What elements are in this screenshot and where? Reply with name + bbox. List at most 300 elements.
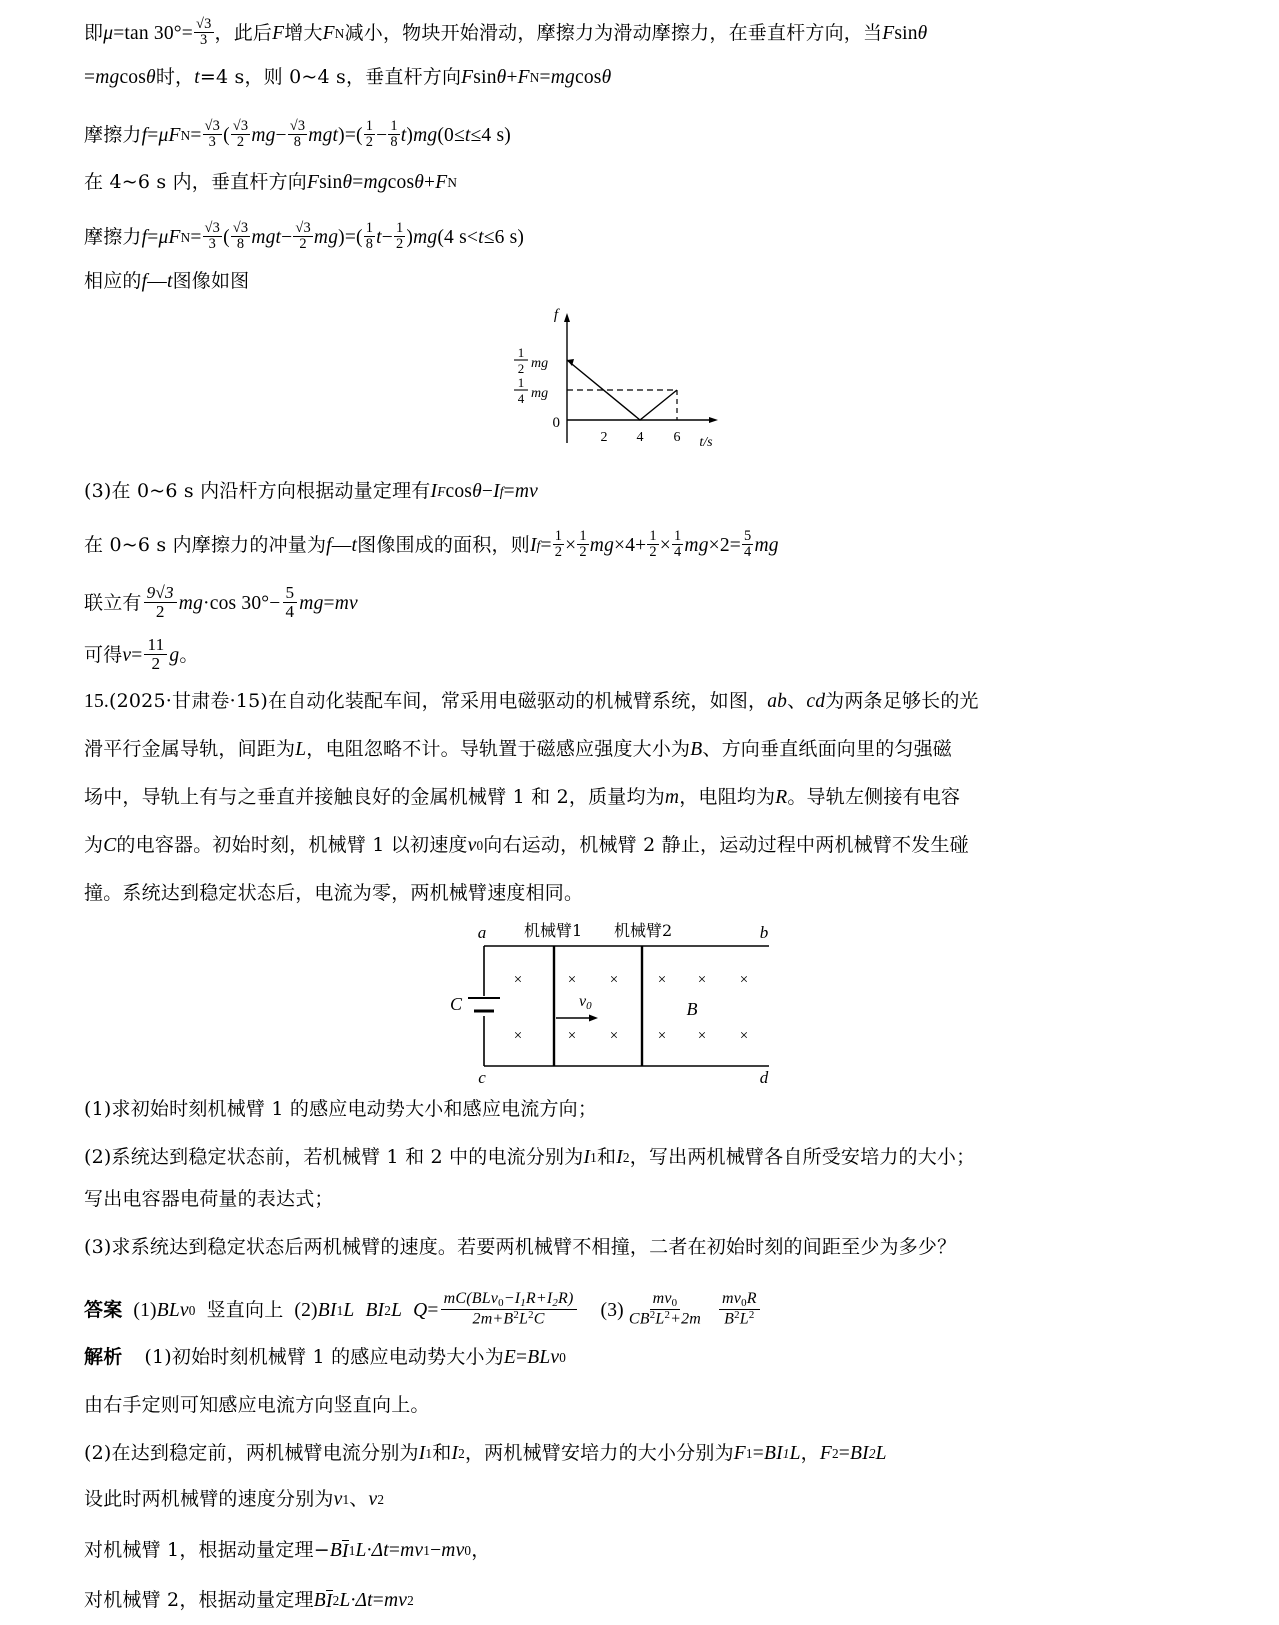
line3-fraction-1	[203, 119, 223, 150]
q-den-pre: 2m+B	[472, 1310, 514, 1328]
line9-mg: mg	[178, 592, 204, 614]
line1-c: 增大	[284, 21, 323, 44]
line3-range: (0≤	[437, 124, 465, 146]
d-num: mv	[722, 1290, 742, 1308]
q-den-mid: L	[519, 1310, 529, 1328]
problem15-stem-2b: ，电阻忽略不计。导轨置于磁感应强度大小为	[306, 738, 691, 761]
label-arm1: 机械臂1	[524, 921, 583, 940]
q-num-mid2: R+I	[525, 1290, 553, 1308]
line10-eq: =	[131, 644, 143, 666]
line3-t: t	[400, 124, 407, 146]
line2-theta: θ	[146, 67, 156, 88]
line2-e: =4 s，则 0~4 s，垂直杆方向	[199, 66, 462, 89]
line5-close2: )	[406, 226, 414, 248]
line5-minus2: −	[381, 226, 393, 248]
question-2c: ，写出两机械臂各自所受安培力的大小；	[629, 1146, 976, 1169]
question-1-text: (1)求初始时刻机械臂 1 的感应电动势大小和感应电流方向；	[84, 1098, 598, 1120]
problem15-stem-5: 撞。系统达到稳定状态后，电流为零，两机械臂速度相同。	[84, 882, 584, 904]
analysis-3-I1: I	[418, 1443, 426, 1464]
line6-b: 图像如图	[172, 270, 250, 293]
line8-times-2: ×4+	[614, 534, 647, 556]
analysis-BLv0-sub: 0	[559, 1350, 567, 1366]
line8-mg-1: mg	[589, 534, 615, 556]
problem15-stem-4a: 为	[84, 834, 104, 857]
line1-mid: ，此后	[214, 21, 273, 44]
analysis-3-F1: F	[733, 1443, 746, 1464]
field-cross: ×	[657, 972, 667, 988]
problem15-stem-1: 在自动化装配车间，常采用电磁驱动的机械臂系统，如图，	[268, 690, 768, 713]
analysis-3-F2-expr-sub: 2	[868, 1446, 876, 1462]
fraction-numerator: 11	[144, 636, 167, 655]
line3-mg2: mg	[413, 124, 438, 146]
analysis-5-L: L	[355, 1540, 367, 1561]
line2-t: t	[194, 67, 200, 88]
d-num-sub: 0	[741, 1297, 747, 1310]
x-tick-2: 2	[600, 430, 608, 445]
line4-plus: +	[424, 172, 436, 193]
analysis-3-comma: ，	[800, 1442, 820, 1465]
analysis-5-mv1: mv	[400, 1540, 424, 1561]
problem15-stem-2c: 、方向垂直纸面向里的匀强磁	[702, 738, 952, 761]
analysis-5-I-avg: I	[341, 1541, 349, 1562]
analysis-3-I2-sub: 2	[458, 1446, 465, 1462]
fraction-numerator	[441, 1291, 577, 1310]
q-den-end: C	[533, 1310, 545, 1328]
line5-range: (4 s<	[437, 226, 479, 248]
fraction-denominator: 3	[208, 133, 217, 150]
line8-b: 图像围成的面积，则	[357, 533, 530, 556]
line5-label: 摩擦力	[84, 225, 142, 248]
line7-theta: θ	[472, 481, 482, 502]
fraction-denominator: 2	[396, 235, 404, 252]
analysis-4-dun: 、	[349, 1488, 369, 1511]
answer-3-v-fraction	[626, 1291, 704, 1329]
d-den-sup: 2	[734, 1309, 740, 1322]
answer-3-number: (3)	[600, 1300, 624, 1322]
fraction-denominator: 2	[579, 543, 587, 560]
fraction-numerator: √3	[295, 219, 311, 236]
analysis-6a: 对机械臂 2，根据动量定理	[84, 1589, 314, 1612]
fraction-numerator: 5	[283, 584, 298, 603]
line4-F: F	[306, 172, 320, 193]
line9-mg2: mg	[299, 592, 324, 614]
question-3-text: (3)求系统达到稳定状态后两机械臂的速度。若要两机械臂不相撞，二者在初始时刻的间距至少为多少？	[84, 1236, 957, 1258]
analysis-line-3	[84, 1444, 887, 1464]
fraction-denominator: 2	[236, 133, 245, 150]
field-cross: ×	[609, 1028, 619, 1044]
line4-cos: cos	[387, 172, 415, 193]
velocity-arrow-head	[589, 1015, 598, 1022]
d-den-sup2: 2	[748, 1309, 755, 1322]
answer-1-number: (1)	[133, 1300, 157, 1322]
analysis-4-v2: v	[368, 1489, 378, 1510]
label-capacitor-C: C	[449, 994, 463, 1014]
analysis-3-I1-sub: 1	[425, 1446, 433, 1462]
label-arm2: 机械臂2	[614, 921, 673, 940]
analysis-6-mv2: mv	[383, 1590, 408, 1611]
line5-mg: mg	[313, 226, 339, 248]
analysis-4-v1: v	[333, 1489, 343, 1510]
line5-FN: F	[168, 226, 181, 248]
line3-mgt: mgt	[308, 124, 339, 146]
line7-If-sub: f	[499, 484, 504, 500]
fraction-numerator	[650, 1291, 681, 1310]
line7-cos: cos	[445, 481, 473, 502]
line9-dot-cos: ·cos 30°−	[203, 592, 281, 614]
line10-fraction	[144, 636, 167, 673]
line8-mg-2: mg	[684, 534, 709, 556]
line7-a: (3)在 0~6 s 内沿杆方向根据动量定理有	[84, 480, 431, 503]
line3-label: 摩擦力	[84, 123, 142, 146]
problem15-question-2	[84, 1148, 975, 1168]
line9-fraction-2	[283, 584, 298, 621]
fraction-numerator: √3	[204, 219, 221, 236]
problem15-v0-sub: 0	[476, 838, 484, 854]
fraction-denominator: 2	[649, 543, 657, 560]
analysis-6-L: L	[339, 1590, 351, 1611]
question-2-I1: I	[583, 1147, 591, 1168]
line2-theta3: θ	[601, 67, 612, 88]
line8-mg-3: mg	[754, 534, 779, 556]
line7-mv: mv	[514, 481, 538, 502]
line2-d: 时，	[155, 66, 195, 89]
problem15-number: 15.	[84, 691, 109, 712]
line2-FN: F	[517, 67, 530, 88]
question-2-I2: I	[616, 1147, 623, 1168]
line2-cos2: cos	[574, 67, 602, 88]
line5-mu: μ	[158, 226, 169, 248]
y-axis-arrow	[564, 313, 570, 322]
analysis-3-F1-sub: 1	[745, 1446, 753, 1462]
line8-times-3: ×	[659, 534, 671, 556]
d-den-pre: B	[724, 1310, 735, 1328]
line5-FN-sub: N	[180, 229, 191, 245]
analysis-3a: (2)在达到稳定前，两机械臂电流分别为	[84, 1442, 419, 1465]
field-cross: ×	[513, 972, 523, 988]
line1-prefix: 即	[84, 21, 104, 44]
problem15-stem-1-tail: 为两条足够长的光	[825, 690, 979, 713]
line9-mv: mv	[334, 592, 358, 614]
fraction-denominator: 3	[208, 235, 217, 252]
line10-end: 。	[179, 644, 199, 666]
line4-FN: F	[435, 172, 448, 193]
analysis-3-F1-expr: BI	[763, 1443, 783, 1464]
fraction-numerator: 1	[674, 527, 682, 544]
answer-2-F2-sub: 2	[384, 1303, 392, 1319]
problem15-m: m	[664, 787, 680, 808]
line3-eq1: =	[147, 124, 159, 146]
fraction-numerator: 1	[365, 117, 374, 134]
y-tick-half-numerator: 1	[517, 345, 525, 360]
fraction-numerator: √3	[289, 117, 306, 134]
fraction-denominator: 4	[744, 543, 752, 560]
analysis-5-mv0: mv	[441, 1540, 465, 1561]
solution-line-2	[84, 68, 611, 88]
line9-eq: =	[323, 592, 335, 614]
field-cross: ×	[697, 972, 707, 988]
v-den-pre: CB	[628, 1310, 650, 1328]
line3-fraction-2	[231, 119, 251, 150]
analysis-line-5	[84, 1540, 490, 1562]
analysis-6-I-avg: I	[325, 1591, 333, 1612]
field-crosses-row-2	[514, 1028, 748, 1044]
line8-times-4: ×2=	[708, 534, 742, 556]
analysis-6-mv2-sub: 2	[407, 1593, 414, 1609]
origin-label: 0	[552, 415, 560, 431]
fraction-numerator: 1	[365, 219, 374, 236]
line8-fraction-4	[672, 529, 683, 560]
line5-mg2: mg	[413, 226, 438, 248]
analysis-5-I-sub: 1	[348, 1543, 356, 1559]
line5-eq2: =	[190, 226, 202, 248]
line6-t: t	[166, 271, 173, 292]
analysis-4-v2-sub: 2	[377, 1492, 385, 1508]
line2-plus: +	[506, 67, 518, 88]
rails-circuit-svg	[424, 918, 844, 1088]
line8-a: 在 0~6 s 内摩擦力的冲量为	[84, 533, 327, 556]
question-2b: 和	[596, 1146, 617, 1169]
answer-3-distance-fraction	[719, 1291, 760, 1329]
analysis-2-text: 由右手定则可知感应电流方向竖直向上。	[84, 1394, 430, 1416]
field-cross: ×	[657, 1028, 667, 1044]
line5-eq1: =	[147, 226, 159, 248]
line8-fraction-5	[742, 529, 753, 560]
line7-IF: I	[430, 481, 438, 502]
line1-F: F	[272, 22, 285, 44]
solution-line-8	[84, 527, 779, 561]
analysis-6-B: B	[313, 1590, 326, 1611]
problem15-v0: v	[467, 835, 477, 856]
d-den-mid: L	[739, 1310, 749, 1328]
question-2a: (2)系统达到稳定状态前，若机械臂 1 和 2 中的电流分别为	[84, 1146, 584, 1169]
problem15-ab: ab	[767, 691, 788, 712]
fraction-numerator: 1	[554, 527, 563, 544]
y-tick-quarter-mg	[514, 375, 548, 406]
analysis-5-dt: ·Δt	[366, 1540, 389, 1561]
question-2-line2-text: 写出电容器电荷量的表达式；	[84, 1188, 334, 1210]
line3-eq3: =(	[344, 124, 363, 146]
problem15-source: (2025·甘肃卷·15)	[108, 690, 269, 713]
problem15-question-2-line2	[84, 1190, 334, 1209]
line9-fraction-1	[144, 584, 177, 621]
analysis-3-F1-expr-sub: 1	[782, 1446, 790, 1462]
label-a: a	[477, 923, 487, 942]
fraction-numerator: 1	[396, 219, 404, 236]
q-num-sub3: 2	[552, 1297, 559, 1310]
line6-a: 相应的	[84, 270, 142, 293]
rails-circuit-figure	[424, 918, 844, 1093]
line8-fraction-2	[577, 529, 588, 560]
solution-line-3	[84, 117, 511, 151]
answer-row	[84, 1292, 762, 1330]
fraction-denominator: 8	[236, 235, 245, 252]
line3-fraction-5	[388, 119, 399, 150]
answer-1-expr: BLv	[156, 1300, 189, 1322]
line5-f: f	[141, 226, 148, 248]
line8-fraction-1	[553, 529, 564, 560]
analysis-line-4	[84, 1490, 384, 1510]
line3-close: )	[338, 124, 345, 146]
line10-g: g	[169, 644, 180, 666]
analysis-3-F2: F	[819, 1443, 832, 1464]
analysis-E: E	[503, 1347, 517, 1368]
line5-fraction-5	[394, 221, 405, 252]
line2-eq: =	[84, 67, 96, 88]
x-axis-label: t/s	[699, 435, 713, 450]
y-tick-half-denominator: 2	[517, 361, 525, 376]
analysis-3b: 和	[432, 1442, 452, 1465]
analysis-4a: 设此时两机械臂的速度分别为	[84, 1488, 334, 1511]
analysis-5-B: B	[329, 1540, 342, 1561]
problem15-dun: 、	[787, 690, 807, 713]
line5-eq3: =(	[344, 226, 363, 248]
fraction-denominator	[626, 1310, 704, 1328]
analysis-3-F1-expr-tail: L	[789, 1443, 801, 1464]
analysis-line-6	[84, 1590, 414, 1612]
field-cross: ×	[739, 1028, 749, 1044]
analysis-6-eq: =	[372, 1590, 384, 1611]
solution-line-6	[84, 272, 249, 292]
field-cross: ×	[609, 972, 619, 988]
fraction-numerator: √3	[196, 15, 212, 32]
fraction-denominator: 2	[151, 653, 161, 673]
question-2-I2-sub: 2	[622, 1150, 630, 1166]
field-cross: ×	[567, 972, 577, 988]
fraction-denominator: 2	[155, 601, 165, 621]
analysis-line-1	[84, 1348, 566, 1368]
line1-eq: =tan 30°=	[113, 22, 193, 44]
analysis-3-F2-expr-tail: L	[875, 1443, 887, 1464]
line8-t: t	[351, 534, 358, 556]
analysis-3-F2-expr: BI	[850, 1443, 869, 1464]
line7-eq: =	[503, 481, 515, 502]
line1-d: 减小，物块开始滑动，摩擦力为滑动摩擦力，在垂直杆方向，当	[344, 21, 883, 44]
problem15-stem-4c: 向右运动，机械臂 2 静止，运动过程中两机械臂不发生碰	[483, 834, 969, 857]
line8-dash: —	[331, 534, 352, 556]
line7-IF-sub: F	[437, 484, 446, 500]
fraction-numerator: 1	[579, 527, 587, 544]
line1-mu: μ	[103, 22, 114, 44]
line3-range2: ≤4 s)	[470, 124, 511, 146]
line3-mu: μ	[158, 124, 169, 146]
answer-1-direction: 竖直向上	[206, 1299, 284, 1322]
line5-mgt: mgt	[251, 226, 282, 248]
v-num: mv	[652, 1290, 672, 1308]
line8-f: f	[326, 534, 332, 556]
analysis-3c: ，两机械臂安培力的大小分别为	[464, 1442, 734, 1465]
x-axis-arrow	[709, 417, 718, 423]
line1-FN: F	[322, 22, 335, 44]
problem15-line-4	[84, 836, 969, 856]
line3-FN: F	[168, 124, 181, 146]
line6-f: f	[141, 271, 148, 292]
line5-minus: −	[281, 226, 293, 248]
fraction-numerator: √3	[204, 117, 221, 134]
label-c: c	[478, 1068, 486, 1087]
line4-FN-sub: N	[447, 175, 458, 191]
solution-line-4	[84, 173, 457, 193]
fraction-numerator: 9√3	[144, 584, 177, 603]
problem15-C: C	[103, 835, 117, 856]
analysis-3-eq1: =	[752, 1443, 764, 1464]
line3-mg: mg	[251, 124, 276, 146]
label-d: d	[759, 1068, 769, 1087]
field-cross: ×	[739, 972, 749, 988]
fraction-denominator: 8	[293, 133, 302, 150]
analysis-6-dt: ·Δt	[350, 1590, 373, 1611]
line4-sin: sin	[319, 172, 343, 193]
q-den-sup: 2	[513, 1309, 520, 1322]
field-cross: ×	[697, 1028, 707, 1044]
line2-theta2: θ	[496, 67, 507, 88]
problem15-question-1	[84, 1100, 597, 1119]
analysis-6-I-sub: 2	[332, 1593, 340, 1609]
solution-line-5	[84, 219, 525, 253]
answer-heading: 答案	[84, 1299, 123, 1322]
fraction-denominator	[470, 1310, 548, 1328]
line3-minus: −	[275, 124, 287, 146]
line5-t2: t	[478, 226, 484, 248]
answer-2-eq: =	[427, 1300, 439, 1322]
label-b: b	[759, 923, 769, 942]
question-2-I1-sub: 1	[590, 1150, 597, 1166]
line3-FN-sub: N	[180, 127, 191, 143]
line5-fraction-3	[293, 221, 313, 252]
line7-If: I	[493, 481, 500, 502]
problem15-L: L	[295, 739, 307, 760]
analysis-3-F2-sub: 2	[831, 1446, 839, 1462]
line5-t: t	[376, 226, 382, 248]
answer-2-F2-tail: L	[391, 1300, 403, 1322]
line2-eq2: =	[539, 67, 551, 88]
q-den-sup2: 2	[528, 1309, 534, 1322]
analysis-1a: (1)初始时刻机械臂 1 的感应电动势大小为	[144, 1346, 504, 1369]
analysis-3-I2: I	[451, 1443, 459, 1464]
y-tick-half-unit: mg	[531, 356, 549, 371]
fraction-numerator: 5	[744, 527, 752, 544]
analysis-eq: =	[516, 1347, 528, 1368]
analysis-BLv0: BLv	[527, 1347, 560, 1368]
problem15-B: B	[690, 739, 703, 760]
solution-line-1	[84, 15, 928, 49]
fraction-numerator: √3	[232, 117, 249, 134]
field-cross: ×	[513, 1028, 523, 1044]
problem15-R: R	[775, 787, 788, 808]
answer-2-Q-fraction	[441, 1291, 577, 1329]
problem15-stem-3b: ，电阻均为	[679, 786, 776, 809]
line2-mg: mg	[95, 67, 120, 88]
line5-open: (	[223, 226, 230, 248]
line2-FN-sub: N	[529, 70, 540, 86]
line5-fraction-2	[231, 221, 251, 252]
fraction-numerator: √3	[232, 219, 249, 236]
analysis-line-2	[84, 1396, 430, 1415]
v-den-sup: 2	[649, 1309, 656, 1322]
line5-range2: ≤6 s)	[483, 226, 525, 248]
v-num-sub: 0	[671, 1297, 678, 1310]
line3-open: (	[223, 124, 230, 146]
fraction-denominator: 2	[554, 543, 563, 560]
answer-2-F2: BI	[365, 1300, 385, 1322]
analysis-5-minus: −	[430, 1540, 442, 1561]
v-den-mid: L	[655, 1310, 665, 1328]
line5-fraction-1	[203, 221, 223, 252]
line8-eq: =	[540, 534, 552, 556]
line7-minus: −	[481, 481, 494, 502]
y-tick-half-mg	[514, 345, 548, 376]
ft-graph-figure	[494, 305, 754, 460]
v-den-end: +2m	[670, 1310, 702, 1328]
